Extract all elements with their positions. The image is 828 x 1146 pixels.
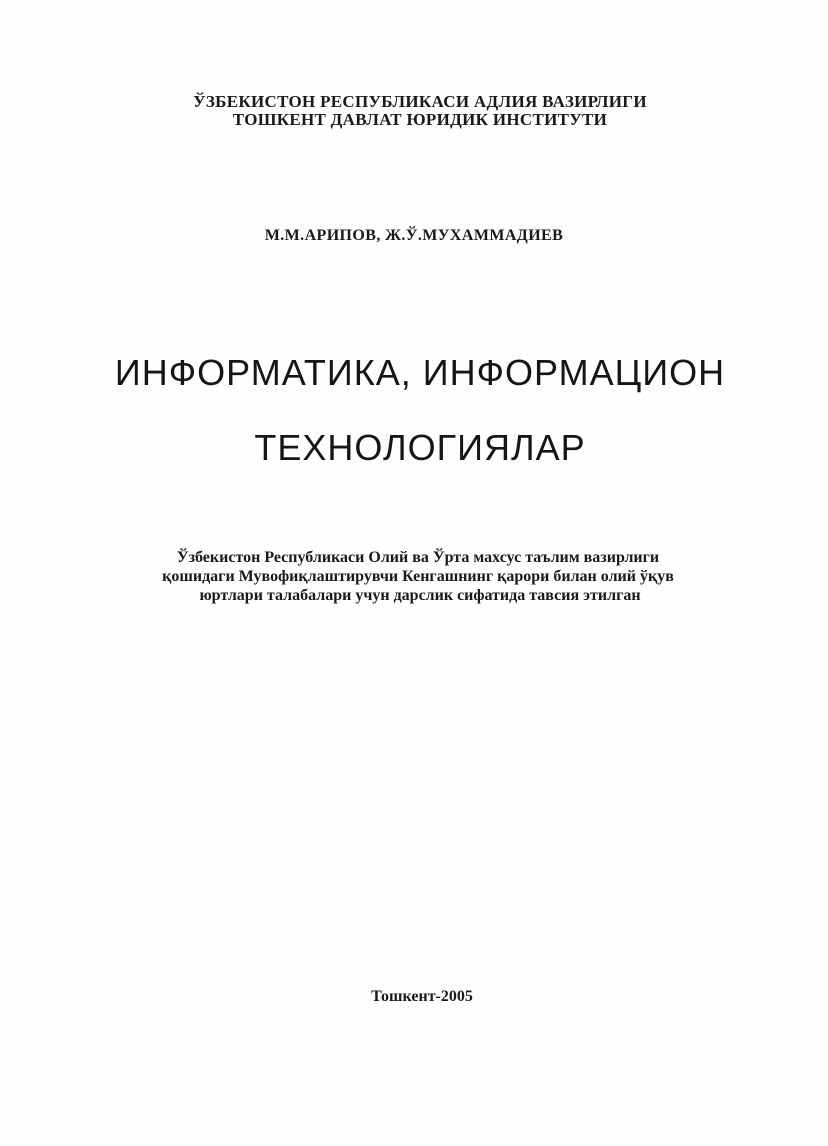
book-title-line-1: ИНФОРМАТИКА, ИНФОРМАЦИОН	[114, 352, 726, 393]
institute-name: ТОШКЕНТ ДАВЛАТ ЮРИДИК ИНСТИТУТИ	[232, 110, 608, 129]
book-title-line-2: ТЕХНОЛОГИЯЛАР	[254, 427, 586, 468]
ministry-name: ЎЗБЕКИСТОН РЕСПУБЛИКАСИ АДЛИЯ ВАЗИРЛИГИ	[193, 92, 647, 111]
approval-note-line-2: қошидаги Мувофиқлаштирувчи Кенгашнинг қарори билан олий ўқув	[162, 568, 674, 585]
authors: М.М.АРИПОВ, Ж.Ў.МУХАММАДИЕВ	[264, 227, 564, 244]
place-and-year: Тошкент-2005	[371, 988, 473, 1005]
approval-note-line-3: юртлари талабалари учун дарслик сифатида тавсия этилган	[199, 587, 641, 604]
approval-note-line-1: Ўзбекистон Республикаси Олий ва Ўрта махсус таълим вазирлиги	[176, 549, 660, 566]
